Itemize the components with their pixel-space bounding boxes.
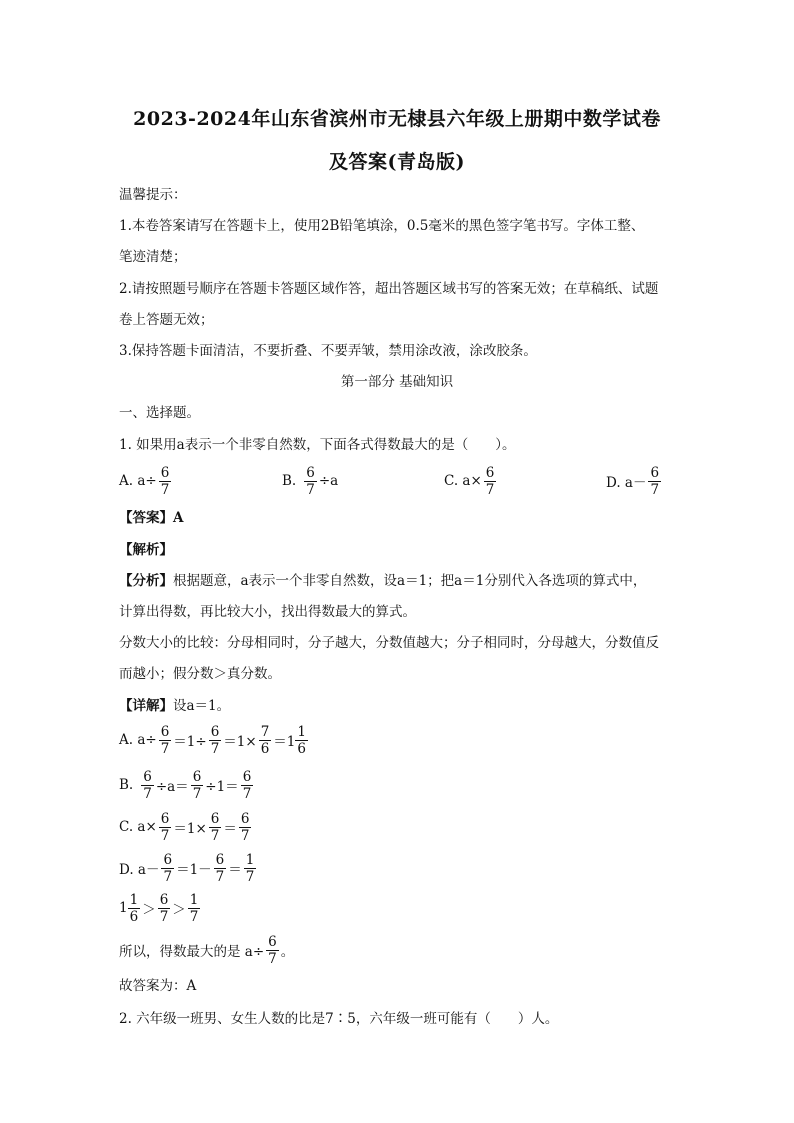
notice-line-5: 3.保持答题卡面清洁，不要折叠、不要弄皱，禁用涂改液，涂改胶条。 <box>119 343 537 359</box>
option-a: A. a÷ $\frac{6}{7}$ <box>119 464 170 498</box>
option-b: B. $\frac{6}{7}$ ÷a <box>282 464 339 498</box>
analysis-tag: 【解析】 <box>119 542 173 558</box>
doc-title-line2: 及答案(青岛版) <box>329 151 465 173</box>
notice-line-2: 笔迹清楚； <box>119 249 187 265</box>
question-2-stem: 2. 六年级一班男、女生人数的比是7∶5，六年级一班可能有（ ）人。 <box>119 1011 559 1027</box>
doc-title-line1: 2023-2024年山东省滨州市无棣县六年级上册期中数学试卷 <box>133 108 661 130</box>
answer-line: 【答案】A <box>119 510 184 526</box>
question-1-stem: 1. 如果用a表示一个非零自然数，下面各式得数最大的是（ ）。 <box>119 437 516 453</box>
document-page: 2023-2024年山东省滨州市无棣县六年级上册期中数学试卷 及答案(青岛版) 温馨提示： 1.本卷答案请写在答题卡上，使用2B铅笔填涂，0.5毫米的黑色签字笔书写。字体工整、 笔迹清楚； 2.请按照题号顺序在答题卡答题区域作答，超出答题区域书写的答案无效；在草稿纸、试题 卷上答题无效； 3.保持答题卡面清洁，不要折叠、不要弄皱，禁用涂改液，涂改胶条。 第一部分 基础知识 一、选择题。 1. 如果用a表示一个非零自然数，下面各式得数最大的是（ ）。 A. a÷ $\frac{6}{7}$ B. $\frac{6}{7}$ ÷a C. a× $\frac{6}{7}$ D. a－ $\frac{6}{7}$ 【答案】A 【解析】 【分析】根据题意，a表示一个非零自然数，设a＝1；把a＝1分别代入各选项的算式中， 计算出得数，再比较大小，找出得数最大的算式。 分数大小的比较：分母相同时，分子越大，分数值越大；分子相同时，分母越大，分数值反 而越小；假分数＞真分数。 【详解】设a＝1。 A. a÷ $\frac{6}{7}$ ＝1÷ $\frac{6}{7}$ ＝1× $\frac{7}{6}$ ＝1 $\frac{1}{6}$ B. $\frac{6}{7}$ ÷a＝ $\frac{6}{7}$ ÷1＝ $\frac{6}{7}$ C. a× $\frac{6}{7}$ ＝1× $\frac{6}{7}$ ＝ $\frac{6}{7}$ D. a－ $\frac{6}{7}$ ＝1－ $\frac{6}{7}$ ＝ $\frac{1}{7}$ 1 $\frac{1}{6}$ ＞ $\frac{6}{7}$ ＞ $\frac{1}{7}$ 所以，得数最大的是 a÷ $\frac{6}{7}$ 。 故答案为：A 2. 六年级一班男、女生人数的比是7∶5，六年级一班可能有（ ）人。 <box>0 0 794 1123</box>
section-title: 一、选择题。 <box>119 405 200 421</box>
part-title: 第一部分 基础知识 <box>340 374 454 390</box>
option-d: D. a－ $\frac{6}{7}$ <box>606 464 660 498</box>
notice-line-1: 1.本卷答案请写在答题卡上，使用2B铅笔填涂，0.5毫米的黑色签字笔书写。字体工整、 <box>119 218 645 234</box>
final-answer: 故答案为：A <box>119 978 197 994</box>
compare-line-2: 而越小；假分数＞真分数。 <box>119 666 281 682</box>
fenxi-line-1: 【分析】根据题意，a表示一个非零自然数，设a＝1；把a＝1分别代入各选项的算式中， <box>119 573 647 589</box>
compare-line-1: 分数大小的比较：分母相同时，分子越大，分数值越大；分子相同时，分母越大，分数值反 <box>119 635 659 651</box>
fenxi-line-2: 计算出得数，再比较大小，找出得数最大的算式。 <box>119 604 416 620</box>
notice-label: 温馨提示： <box>119 187 187 203</box>
xiangjie-line: 【详解】设a＝1。 <box>119 698 231 714</box>
notice-line-3: 2.请按照题号顺序在答题卡答题区域作答，超出答题区域书写的答案无效；在草稿纸、试题 <box>119 281 659 297</box>
notice-line-4: 卷上答题无效； <box>119 312 214 328</box>
option-c: C. a× $\frac{6}{7}$ <box>444 464 495 498</box>
